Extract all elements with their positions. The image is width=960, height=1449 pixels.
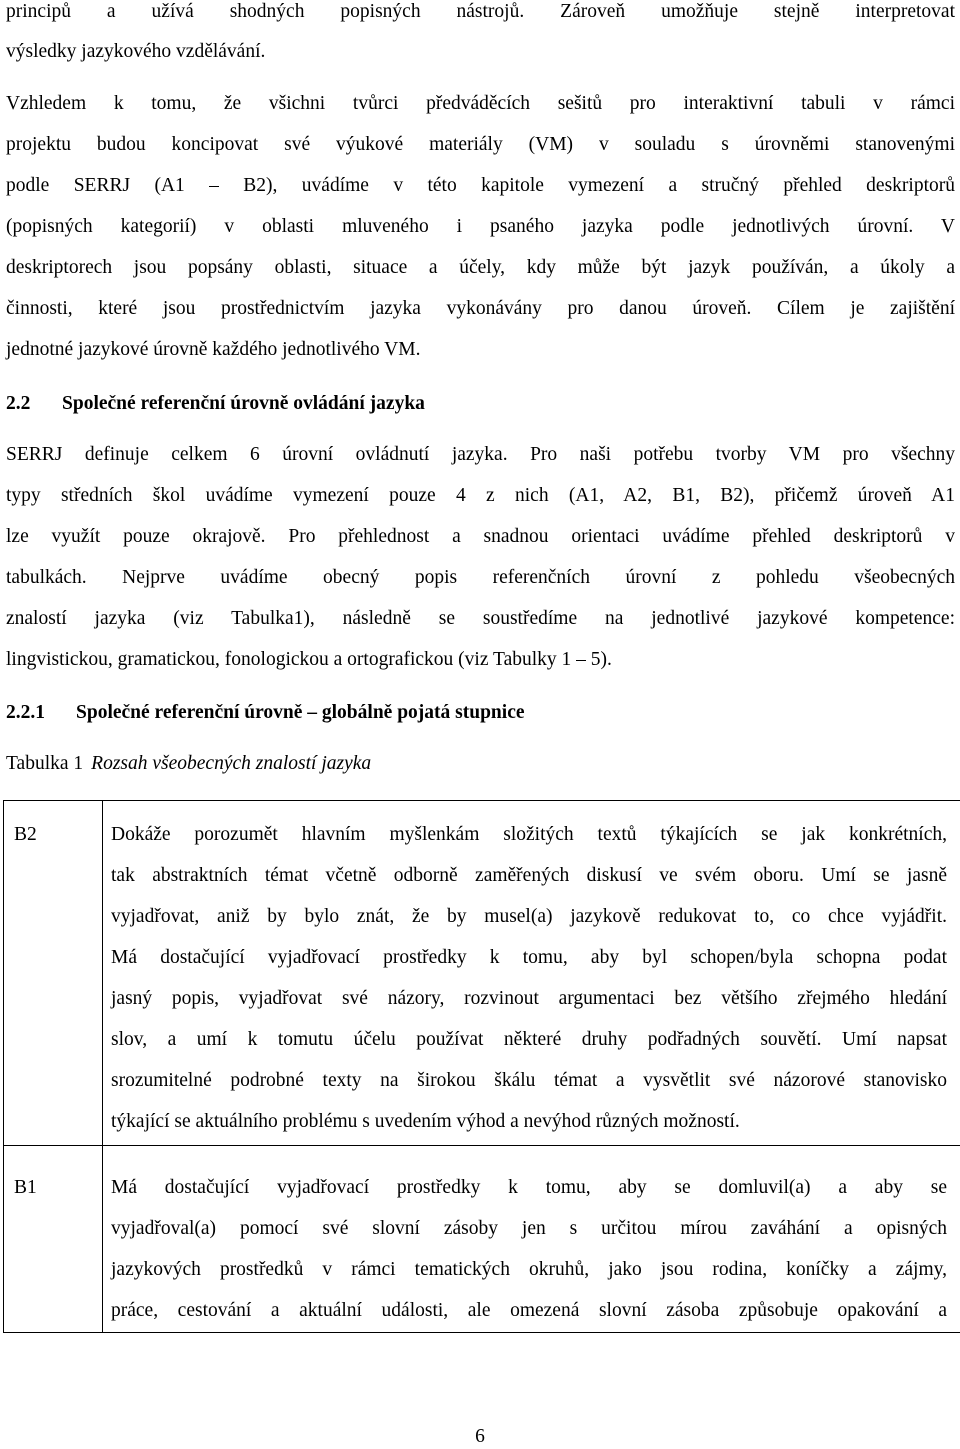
subsection-number: 2.2.1 xyxy=(6,701,76,725)
intro-line: výsledky jazykového vzdělávání. xyxy=(6,40,955,64)
description-cell xyxy=(103,1146,960,1333)
table-caption-label: Tabulka 1 xyxy=(6,753,83,774)
level-label: B2 xyxy=(4,823,102,847)
description-line: práce, cestování a aktuální události, ale omezená slovní zásoba způsobuje opakování a xyxy=(111,1299,947,1323)
table-row xyxy=(4,801,960,1146)
description-line: vyjadřovat, aniž by bylo znát, že by musel(a) jazykově redukovat to, co chce vyjádřit. xyxy=(111,905,947,929)
paragraph-line: Vzhledem k tomu, že všichni tvůrci předváděcích sešitů pro interaktivní tabuli v rámci xyxy=(6,92,955,116)
description-line: Dokáže porozumět hlavním myšlenkám složitých textů týkajících se jak konkrétních, xyxy=(111,823,947,847)
subsection-title: Společné referenční úrovně – globálně pojatá stupnice xyxy=(76,702,525,723)
level-cell xyxy=(4,801,103,1146)
description-line: jazykových prostředků v rámci tematických okruhů, jako jsou rodina, koníčky a zájmy, xyxy=(111,1258,947,1282)
level-cell xyxy=(4,1146,103,1333)
table-row xyxy=(4,1146,960,1333)
table-caption xyxy=(6,752,371,776)
paragraph-line: projektu budou koncipovat své výukové materiály (VM) v souladu s úrovněmi stanovenými xyxy=(6,133,955,157)
section-heading xyxy=(6,392,955,416)
description-line: tak abstraktních témat včetně odborně zaměřených diskusí ve svém oboru. Umí se jasně xyxy=(111,864,947,888)
paragraph-line: typy středních škol uvádíme vymezení pouze 4 z nich (A1, A2, B1, B2), přičemž úroveň A1 xyxy=(6,484,955,508)
paragraph-line: podle SERRJ (A1 – B2), uvádíme v této kapitole vymezení a stručný přehled deskriptorů xyxy=(6,174,955,198)
description-line: jasný popis, vyjadřovat své názory, rozvinout argumentaci bez většího zřejmého hledání xyxy=(111,987,947,1011)
description-cell xyxy=(103,801,960,1146)
paragraph-line: (popisných kategorií) v oblasti mluveného i psaného jazyka podle jednotlivých úrovní. V xyxy=(6,215,955,239)
paragraph-line: znalostí jazyka (viz Tabulka1), následně se soustředíme na jednotlivé jazykové kompetence: xyxy=(6,607,955,631)
paragraph-line: lze využít pouze okrajově. Pro přehlednost a snadnou orientaci uvádíme přehled deskriptorů v xyxy=(6,525,955,549)
table-caption-title: Rozsah všeobecných znalostí jazyka xyxy=(91,753,371,774)
paragraph-line: SERRJ definuje celkem 6 úrovní ovládnutí jazyka. Pro naši potřebu tvorby VM pro všechny xyxy=(6,443,955,467)
paragraph-line: jednotné jazykové úrovně každého jednotlivého VM. xyxy=(6,338,955,362)
section-number: 2.2 xyxy=(6,392,62,416)
paragraph-line: lingvistickou, gramatickou, fonologickou a ortografickou (viz Tabulky 1 – 5). xyxy=(6,648,955,672)
intro-line: principů a užívá shodných popisných nástrojů. Zároveň umožňuje stejně interpretovat xyxy=(6,0,955,24)
description-line: týkající se aktuálního problému s uvedením výhod a nevýhod různých možností. xyxy=(111,1110,947,1134)
paragraph-line: činnosti, které jsou prostřednictvím jazyka vykonávány pro danou úroveň. Cílem je zajištění xyxy=(6,297,955,321)
description-line: slov, a umí k tomutu účelu používat některé druhy podřadných souvětí. Umí napsat xyxy=(111,1028,947,1052)
description-line: srozumitelné podrobné texty na širokou škálu témat a vysvětlit své názorové stanovisko xyxy=(111,1069,947,1093)
subsection-heading xyxy=(6,701,955,725)
paragraph-line: deskriptorech jsou popsány oblasti, situace a účely, kdy může být jazyk používán, a úkoly a xyxy=(6,256,955,280)
description-line: Má dostačující vyjadřovací prostředky k tomu, aby se domluvil(a) a aby se xyxy=(111,1176,947,1200)
level-label: B1 xyxy=(4,1176,102,1200)
paragraph-line: tabulkách. Nejprve uvádíme obecný popis referenčních úrovní z pohledu všeobecných xyxy=(6,566,955,590)
descriptor-table xyxy=(3,800,960,1333)
description-line: Má dostačující vyjadřovací prostředky k tomu, aby byl schopen/byla schopna podat xyxy=(111,946,947,970)
description-line: vyjadřoval(a) pomocí své slovní zásoby jen s určitou mírou zaváhání a opisných xyxy=(111,1217,947,1241)
section-title: Společné referenční úrovně ovládání jazyka xyxy=(62,393,425,414)
page-number: 6 xyxy=(0,1425,960,1449)
